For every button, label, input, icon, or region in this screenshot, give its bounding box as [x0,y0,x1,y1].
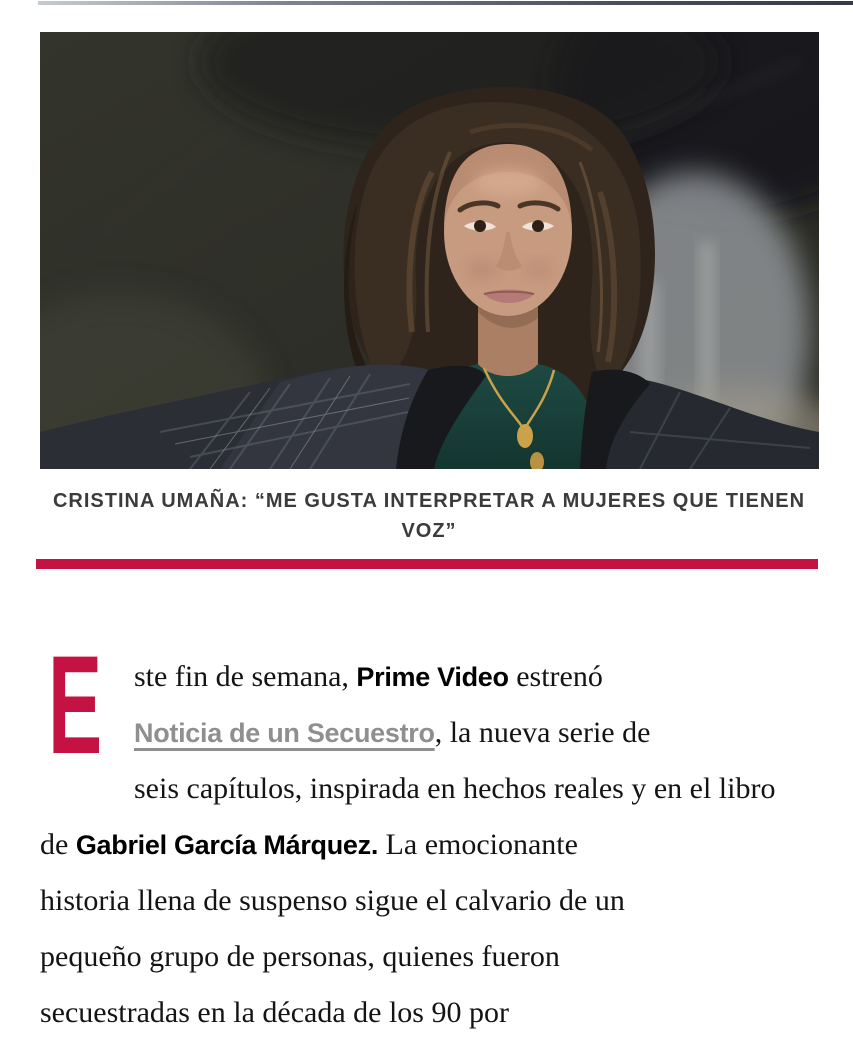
article-body [40,626,818,1041]
section-divider [36,559,818,569]
body-text: , la nueva serie de [434,716,651,749]
body-text: historia llena de suspenso sigue el calvario de un [40,884,625,917]
body-text: seis capítulos, inspirada en hechos reales y en el libro [134,772,776,805]
body-text: ste fin de semana, [134,660,357,693]
body-text: estrenó [508,660,603,693]
bold-garcia-marquez: Gabriel García Márquez. [75,830,379,860]
article-paragraph [40,626,818,1041]
body-text: de [40,828,76,861]
body-text: La emocionante [378,828,578,861]
bold-prime-video: Prime Video [356,662,509,692]
drop-cap: E [48,626,103,783]
body-text: secuestradas en la década de los 90 por [40,996,509,1029]
body-text: pequeño grupo de personas, quienes fueron [40,940,560,973]
photo-caption: CRISTINA UMAÑA: “ME GUSTA INTERPRETAR A MUJERES QUE TIENEN VOZ” [52,490,806,542]
top-divider-line [38,1,853,5]
series-link[interactable]: Noticia de un Secuestro [134,718,435,748]
portrait-illustration [40,32,819,469]
article-photo [40,32,819,469]
